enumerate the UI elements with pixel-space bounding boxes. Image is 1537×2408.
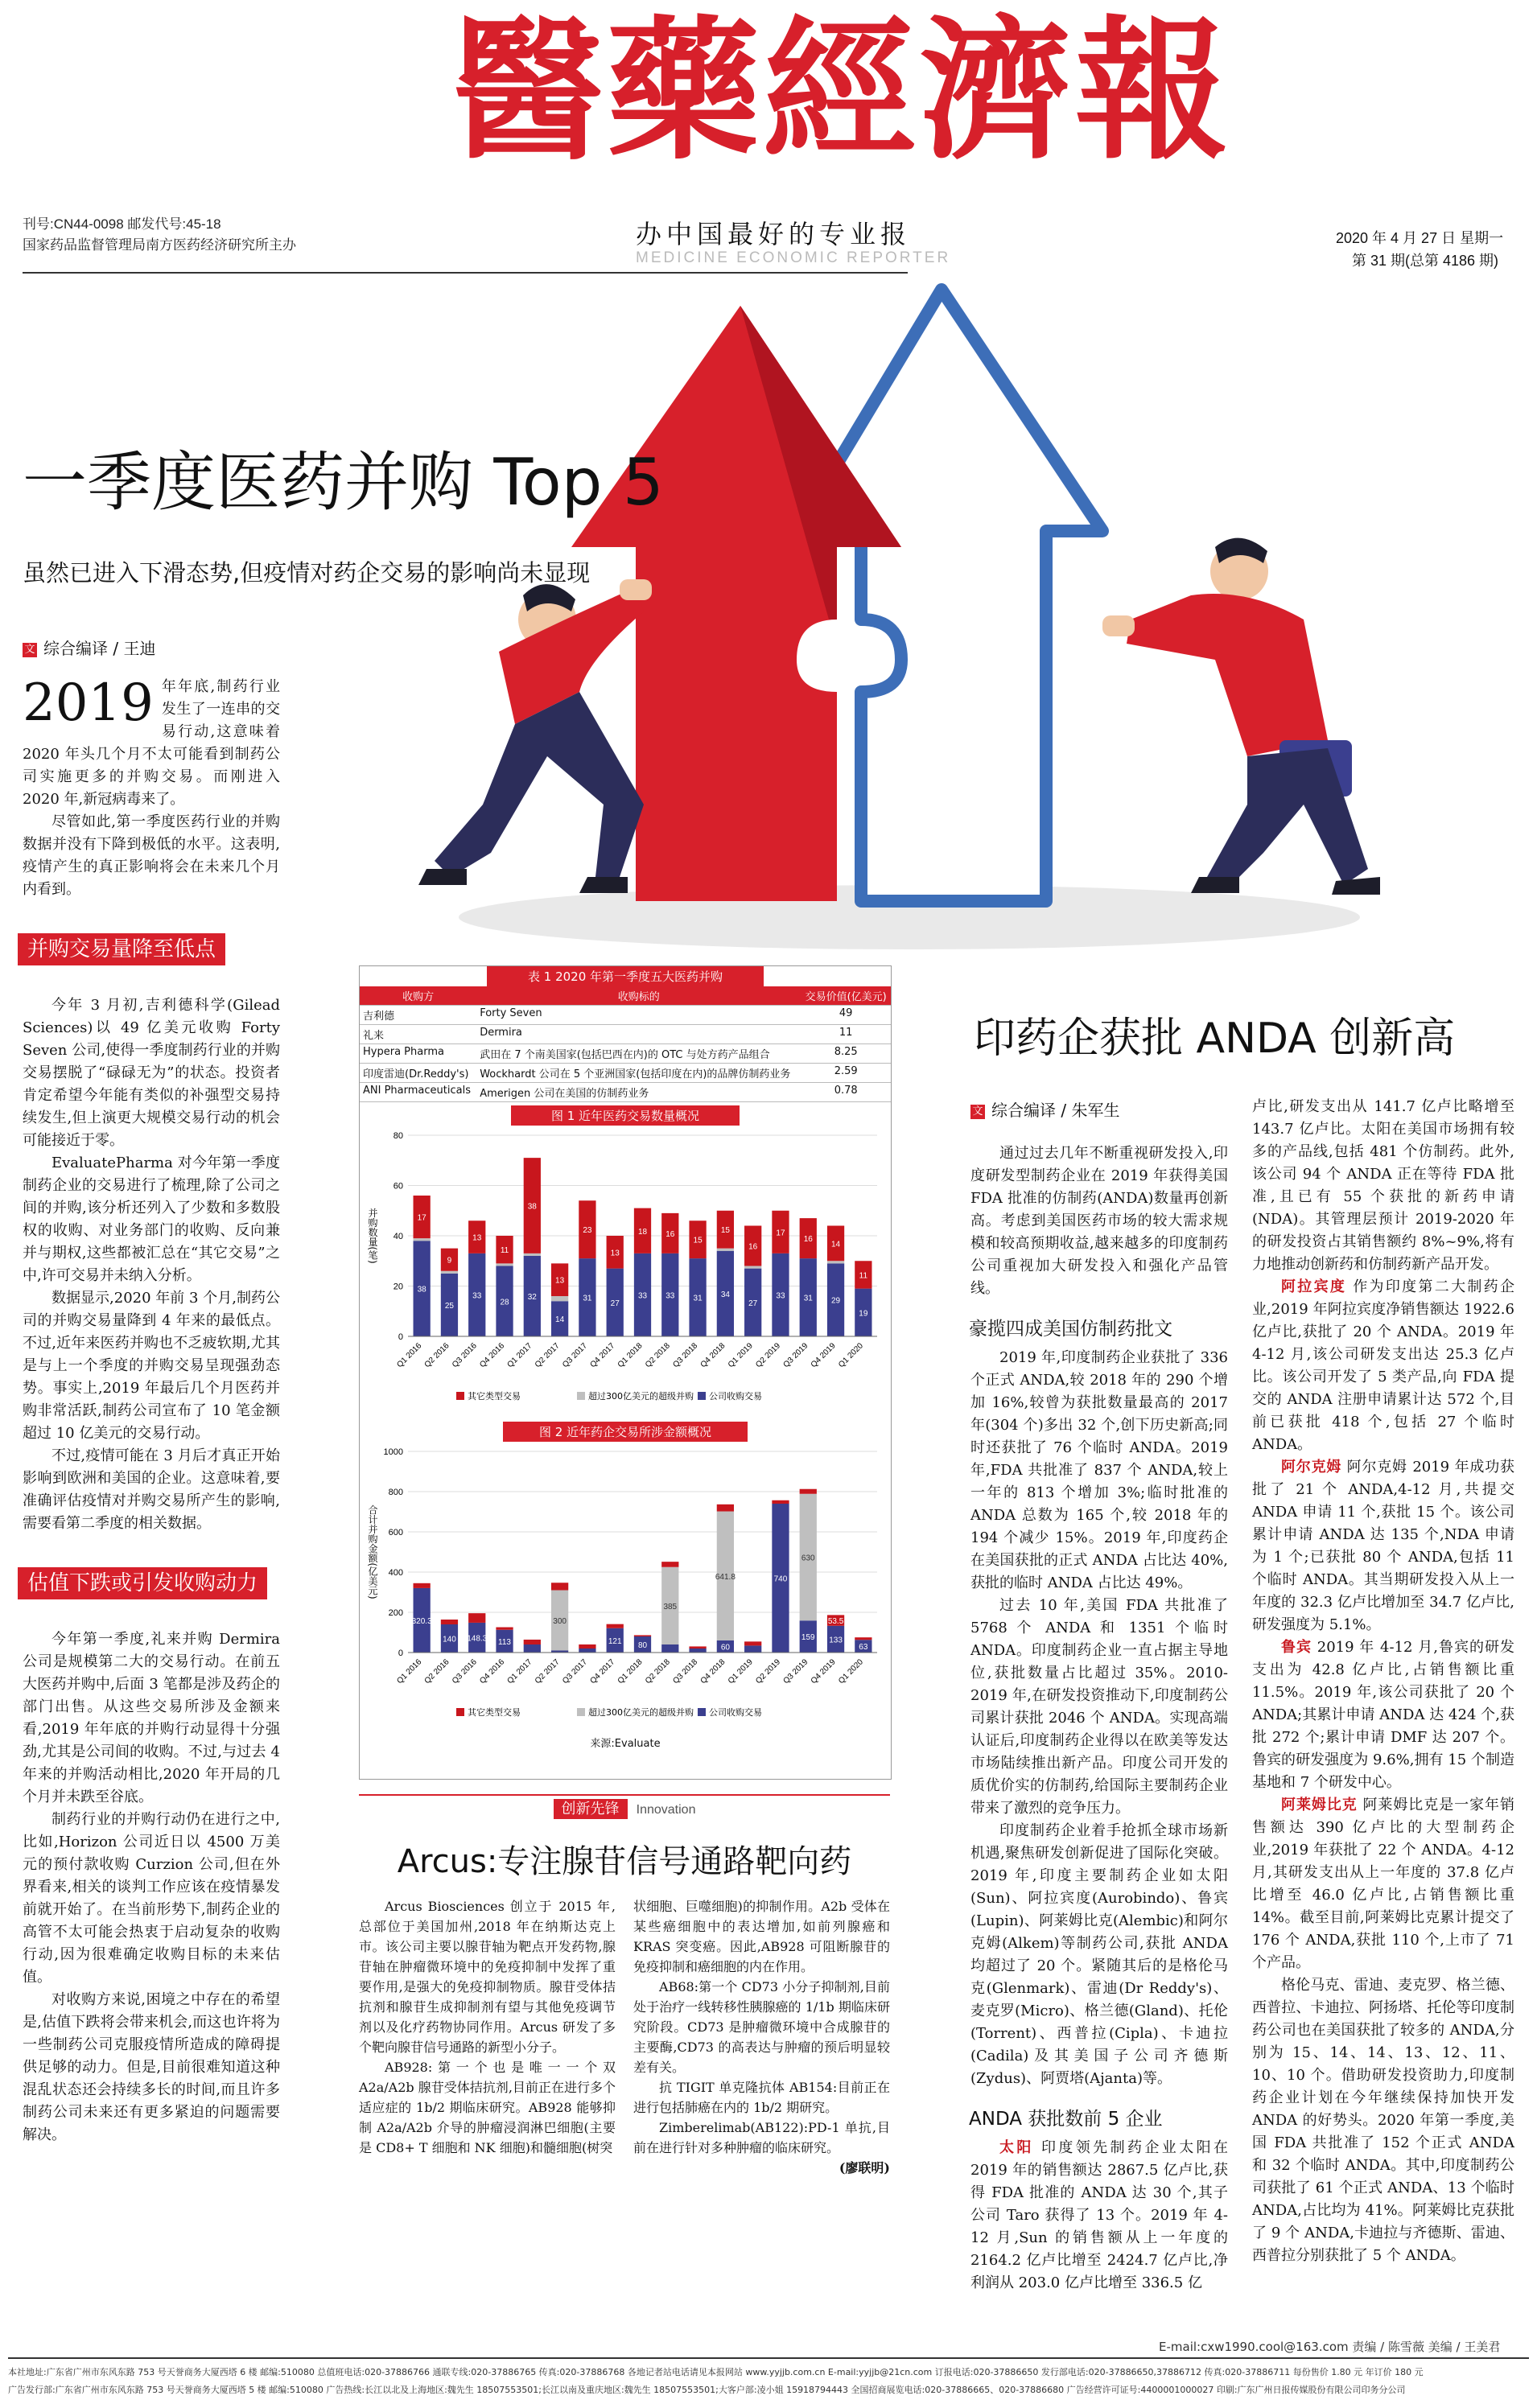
paragraph: 数据显示,2020 年前 3 个月,制药公司的并购交易量降到 4 年来的最低点。不过,近年来医药并购也不乏疲软期,尤其是与上一个季度的并购交易呈现强劲态势。事实上,2019 年最后几个月医药并购非常活跃,制药公司宣布了 10 笔金额超过 10 亿美元的交易行动。	[23, 1290, 280, 1442]
x-tick-label: Q3 2018	[671, 1657, 700, 1686]
x-tick-label: Q1 2016	[395, 1341, 424, 1370]
table-cell: 2.59	[801, 1064, 891, 1083]
data-label: 18	[637, 1227, 648, 1237]
bar-segment	[717, 1504, 734, 1512]
chart2-title: 图 2 近年药企交易所涉金额概况	[503, 1422, 748, 1442]
x-tick-label: Q1 2018	[616, 1341, 645, 1370]
data-label: 33	[637, 1291, 648, 1301]
legend-swatch	[577, 1708, 585, 1716]
company-name: 阿尔克姆	[1281, 1459, 1342, 1476]
bar-segment	[634, 1635, 651, 1636]
data-label: 16	[803, 1235, 813, 1245]
bar-segment	[689, 1646, 706, 1649]
bar-segment	[441, 1620, 458, 1624]
article2-byline	[970, 1097, 1119, 1121]
data-label: 25	[444, 1301, 455, 1311]
data-label: 33	[776, 1291, 785, 1301]
bar-segment	[551, 1583, 568, 1590]
paragraph: 尽管如此,第一季度医药行业的并购数据并没有下降到极低的水平。这表明,疫情产生的真正影响将会在未来几个月内看到。	[23, 813, 280, 898]
data-label: 23	[583, 1226, 592, 1236]
x-tick-label: Q2 2017	[533, 1657, 562, 1686]
paragraph: 2019 年,印度制药企业获批了 336 个正式 ANDA,较 2018 年的 290 个增加 16%,较曾为获批数量最高的 2017 年(304 个)多出 32 个,创下历史新高;同时还获批了 76 个临时 ANDA。2019 年,FDA 共批准了 837 个 ANDA,较上一年的 813 个增加 3%;临时批准的 ANDA 总数为 165 个,较 2018 年的 194 个减少 15%。2019 年,印度药企在美国获批的正式 ANDA 占比达 40%,获批的临时 ANDA 占比达 49%。	[970, 1349, 1228, 1591]
data-label: 27	[610, 1299, 620, 1308]
byline-text: 综合编译 / 朱军生	[991, 1101, 1120, 1120]
y-tick-label: 400	[388, 1568, 403, 1578]
footer-line1: 本社地址:广东省广州市东风东路 753 号天誉商务大厦西塔 6 楼 邮编:510080 总值班电话:020-37886766 通联专线:020-37886765 传真:020-37886768 各地记者站电话请见本报网站 www.yyjjb.com.cn E-mail:yyjjb@21cn.com 订报电话:020-37886650 发行部电话:020-37886650,37886712 传真:020-37886711 每份售价 1.80 元 年订价 180 元	[8, 2367, 1424, 2377]
data-label: 121	[608, 1636, 622, 1646]
paragraph-text: 阿莱姆比克是一家年销售额达 390 亿卢比的大型制药企业,2019 年获批了 22 个 ANDA。4-12 月,其研发支出从上一年度的 37.8 亿卢比增至 46.0 亿卢比,占销售额比重 14%。截至目前,阿莱姆比克累计提交了 176 个 ANDA,获批 110 个,上市了 71 个产品。	[1252, 1797, 1515, 1971]
x-tick-label: Q4 2017	[588, 1341, 617, 1370]
bar-segment	[496, 1263, 513, 1266]
x-tick-label: Q3 2019	[781, 1341, 810, 1370]
x-tick-label: Q3 2017	[561, 1341, 590, 1370]
x-tick-label: Q2 2018	[644, 1341, 672, 1370]
table-title: 表 1 2020 年第一季度五大医药并购	[487, 966, 764, 986]
legend-label: 其它类型交易	[468, 1391, 521, 1402]
data-label: 159	[801, 1633, 815, 1643]
author: (廖联明)	[839, 2160, 890, 2175]
x-tick-label: Q4 2019	[809, 1341, 838, 1370]
paragraph: 制药行业的并购行动仍在进行之中,比如,Horizon 公司近日以 4500 万美元的预付款收购 Curzion 公司,但在外界看来,相关的谈判工作应该在疫情暴发前就开始了。在当前形势下,制药企业的高管不太可能会热衷于启动复杂的收购行动,因为很难确定收购目标的未来估值。	[23, 1811, 280, 1986]
masthead	[0, 0, 1537, 274]
article2-col2	[1252, 1096, 1514, 2267]
paragraph: 格伦马克、雷迪、麦克罗、格兰德、西普拉、卡迪拉、阿扬塔、托伦等印度制药公司也在美国获批了较多的 ANDA,分别为 15、14、14、13、12、11、10、10 个。借助研发投资助力,印度制药企业计划在今年继续保持加快开发 ANDA 的好势头。2020 年第一季度,美国 FDA 共批准了 152 个正式 ANDA 和 32 个临时 ANDA。其中,印度制药公司获批了 61 个正式 ANDA、13 个临时 ANDA,占比均为 41%。阿莱姆比克获批了 9 个 ANDA,卡迪拉与齐德斯、雷迪、西普拉分别获批了 5 个 ANDA。	[1252, 1977, 1514, 2264]
data-label: 28	[500, 1298, 509, 1307]
section-heading: 估值下跌或引发收购动力	[18, 1567, 267, 1599]
x-tick-label: Q1 2016	[395, 1657, 424, 1686]
paragraph: AB928:第一个也是唯一一个双 A2a/A2b 腺苷受体拮抗剂,目前正在进行多个适应症的 1b/2 期临床研究。AB928 能够抑制 A2a/A2b 介导的肿瘤浸润淋巴细胞(主要是 CD8+ T 细胞和 NK 细胞)和髓细胞(树突	[359, 2060, 616, 2155]
bar-segment	[414, 1238, 431, 1241]
y-tick-label: 200	[388, 1608, 403, 1618]
table-row	[360, 1044, 891, 1064]
table-row	[360, 1083, 891, 1102]
innovation-section	[359, 1794, 890, 2277]
innovation-title: Arcus:专注腺苷信号通路靶向药	[397, 1843, 852, 1880]
data-label: 630	[801, 1554, 815, 1563]
company-name: 鲁宾	[1281, 1639, 1312, 1656]
deals-table	[360, 986, 891, 1102]
legend-label: 公司收购交易	[709, 1707, 762, 1718]
masthead-date: 2020 年 4 月 27 日 星期一	[1336, 230, 1504, 246]
company-name: 阿拉宾度	[1281, 1278, 1347, 1295]
lead-text: 年年底,制药行业发生了一连串的交易行动,这意味着 2020 年头几个月不太可能看到制药公司实施更多的并购交易。而刚进入 2020 年,新冠病毒来了。	[23, 678, 280, 808]
innovation-tag: 创新先锋	[554, 1799, 628, 1819]
data-label: 31	[693, 1294, 703, 1303]
bar-segment	[772, 1500, 789, 1504]
data-label: 27	[748, 1299, 758, 1308]
y-tick-label: 0	[398, 1649, 403, 1658]
legend-label: 超过300亿美元的超级并购	[588, 1391, 694, 1402]
data-label: 15	[693, 1236, 703, 1245]
x-tick-label: Q3 2016	[450, 1657, 479, 1686]
data-label: 53.5	[827, 1617, 844, 1627]
paragraph: 卢比,研发支出从 141.7 亿卢比略增至 143.7 亿卢比。太阳在美国市场拥有较多的产品线,包括 481 个仿制药。此外,该公司 94 个 ANDA 正在等待 FDA 批准,且已有 55 个获批的新药申请(NDA)。其管理层预计 2019-2020 年的研发投资占其销售额约 8%~9%,将有力地推动创新药和仿制药新产品开发。	[1252, 1098, 1514, 1273]
table-cell: 吉利德	[360, 1006, 476, 1025]
table-row	[360, 1006, 891, 1025]
data-label: 38	[527, 1202, 537, 1212]
paragraph: AB68:第一个 CD73 小分子抑制剂,目前处于治疗一线转移性胰腺癌的 1/1b 期临床研究阶段。CD73 是肿瘤微环境中合成腺苷的主要酶,CD73 的高表达与肿瘤的预后明显较差有关。	[633, 1979, 890, 2075]
chart1-title: 图 1 近年医药交易数量概况	[511, 1105, 740, 1126]
legend-swatch	[456, 1708, 464, 1716]
paragraph-text: 阿尔克姆 2019 年成功获批了 21 个 ANDA,4-12 月,共提交 ANDA 申请 11 个,获批 15 个。该公司累计申请 ANDA 达 135 个,NDA 申请为 1 个;已获批 80 个 ANDA,包括 11 个临时 ANDA。其当期研发投入从上一年度的 32.3 亿卢比增加至 34.7 亿卢比,研发强度为 5.1%。	[1252, 1459, 1514, 1633]
x-tick-label: Q1 2019	[726, 1657, 755, 1686]
data-label: 9	[447, 1256, 452, 1266]
article2-col1	[970, 1142, 1228, 2295]
bar-segment	[661, 1644, 678, 1653]
paragraph: 今年 3 月初,吉利德科学(Gilead Sciences)以 49 亿美元收购 Forty Seven 公司,使得一季度制药行业的并购交易摆脱了“碌碌无为”的状态。投资者肯定希望今年能有类似的补强型交易持续发生,但上演更大规模交易行动的机会可能接近于零。	[23, 997, 280, 1149]
bar-segment	[524, 1253, 541, 1256]
section-heading: 豪揽四成美国仿制药批文	[969, 1319, 1172, 1340]
paragraph: 通过过去几年不断重视研发投入,印度研发型制药企业在 2019 年获得美国 FDA 批准的仿制药(ANDA)数量再创新高。考虑到美国医药市场的较大需求规模和较高预期收益,越来越多的印度制药公司重视加大研发投入和强化产品管线。	[970, 1145, 1228, 1297]
table-cell: Wockhardt 公司在 5 个亚洲国家(包括印度在内)的品牌仿制药业务	[476, 1064, 801, 1083]
x-tick-label: Q1 2017	[505, 1341, 534, 1370]
data-label: 15	[720, 1226, 730, 1236]
data-label: 13	[555, 1276, 565, 1286]
x-tick-label: Q2 2016	[422, 1341, 451, 1370]
bar-segment	[468, 1613, 485, 1623]
data-label: 133	[829, 1636, 843, 1645]
data-label: 19	[859, 1309, 868, 1319]
legend-label: 超过300亿美元的超级并购	[588, 1707, 694, 1718]
data-label: 11	[859, 1271, 868, 1281]
table-cell: 49	[801, 1006, 891, 1025]
table-cell: Dermira	[476, 1025, 801, 1044]
x-tick-label: Q4 2016	[478, 1657, 507, 1686]
puzzle-arrows-illustration	[378, 241, 1473, 965]
bar-segment	[524, 1640, 541, 1644]
data-label: 740	[773, 1574, 788, 1584]
lead-number: 2019	[23, 673, 154, 733]
data-label: 11	[500, 1246, 509, 1256]
data-label: 17	[776, 1229, 785, 1238]
article1-byline	[23, 636, 155, 659]
paragraph: 今年第一季度,礼来并购 Dermira 公司是规模第二大的交易行动。在前五大医药并购中,后面 3 笔都是涉及药企的部门出售。从这些交易所涉及金额来看,2019 年年底的并购行动显得十分强劲,尤其是公司间的收购。不过,与过去 4 年来的并购活动相比,2020 年开局的几个月并未跌至谷底。	[23, 1631, 280, 1805]
table-cell: 礼来	[360, 1025, 476, 1044]
legend-swatch	[456, 1392, 464, 1400]
bar-segment	[744, 1266, 761, 1269]
y-tick-label: 60	[393, 1181, 403, 1192]
paragraph-text: 作为印度第二大制药企业,2019 年阿拉宾度净销售额达 1922.6 亿卢比,获批了 20 个 ANDA。2019 年 4-12 月,该公司研发支出达 25.3 亿卢比。该公司开发了 5 类产品,向 FDA 提交的 ANDA 注册申请累计达 572 个,目前已获批 418 个,包括 27 个临时 ANDA。	[1252, 1278, 1514, 1453]
data-label: 148.3	[467, 1634, 488, 1644]
x-tick-label: Q1 2020	[837, 1657, 865, 1686]
data-label: 33	[472, 1291, 482, 1301]
data-label: 320.3	[411, 1616, 432, 1626]
paragraph: 状细胞、巨噬细胞)的抑制作用。A2b 受体在某些癌细胞中的表达增加,如前列腺癌和 KRAS 突变癌。因此,AB928 可阻断腺苷的免疫抑制和癌细胞的内在作用。	[633, 1899, 890, 1974]
x-tick-label: Q1 2017	[505, 1657, 534, 1686]
data-label: 60	[720, 1643, 730, 1653]
legend-swatch	[577, 1392, 585, 1400]
y-tick-label: 80	[393, 1131, 403, 1141]
y-tick-label: 40	[393, 1232, 403, 1241]
paragraph: 印度制药企业着手抢抓全球市场新机遇,聚焦研发创新促进了国际化突破。2019 年,印度主要制药企业如太阳(Sun)、阿拉宾度(Aurobindo)、鲁宾(Lupin)、阿莱姆比克(Alembic)和阿尔克姆(Alkem)等制药公司,获批 ANDA 均超过了 20 个。紧随其后的是格伦马克(Glenmark)、雷迪(Dr Reddy's)、麦克罗(Micro)、格兰德(Gland)、托伦(Torrent)、西普拉(Cipla)、卡迪拉(Cadila)及其美国子公司齐德斯(Zydus)、阿贾塔(Ajanta)等。	[970, 1822, 1228, 2087]
bar-segment	[689, 1649, 706, 1653]
table-row	[360, 1025, 891, 1044]
bar-segment	[800, 1489, 817, 1494]
y-tick-label: 0	[398, 1332, 403, 1342]
table-cell: ANI Pharmaceuticals	[360, 1083, 476, 1102]
footer-line2: 广告发行部:广东省广州市东风东路 753 号天誉商务大厦西塔 5 楼 邮编:510080 广告热线:长江以北及上海地区:魏先生 18507553501;长江以南及重庆地区:魏先生 18507553501;大客户部:凌小姐 15918794443 全国招商展览电话:020-37886665、020-37886680 广告经营许可证号:4400001000027 印刷:广东广州日报传媒股份有限公司印务分公司	[8, 2385, 1406, 2395]
bar-segment	[414, 1583, 431, 1588]
paragraph-text: 印度领先制药企业太阳在 2019 年的销售额达 2867.5 亿卢比,获得 FDA 批准的 ANDA 达 30 个,其子公司 Taro 获得了 13 个。2019 年 4-12 月,Sun 的销售额从上一年度的 2164.2 亿卢比增至 2424.7 亿卢比,净利润从 203.0 亿卢比增至 336.5 亿	[970, 2139, 1229, 2291]
x-tick-label: Q1 2018	[616, 1657, 645, 1686]
masthead-slogan-en: MEDICINE ECONOMIC REPORTER	[636, 249, 951, 266]
bar-segment	[855, 1637, 872, 1640]
paragraph: EvaluatePharma 对今年第一季度制药企业的交易进行了梳理,除了公司之间的并购,该分析还列入了少数和多数股权的收购、对业务部门的收购、反向兼并与期权,这些都被汇总在“其它交易”之中,许可交易并未纳入分析。	[23, 1155, 280, 1284]
x-tick-label: Q3 2019	[781, 1657, 810, 1686]
x-tick-label: Q2 2017	[533, 1341, 562, 1370]
table-cell: 11	[801, 1025, 891, 1044]
data-label: 113	[498, 1637, 512, 1647]
x-tick-label: Q3 2016	[450, 1341, 479, 1370]
data-label: 13	[610, 1249, 620, 1258]
paragraph-text: 2019 年 4-12 月,鲁宾的研发支出为 42.8 亿卢比,占销售额比重 11.5%。2019 年,该公司获批了 20 个 ANDA;其累计申请 ANDA 达 424 个,获批 272 个;累计申请 DMF 达 207 个。鲁宾的研发强度为 9.6%,拥有 15 个制造基地和 7 个研发中心。	[1252, 1639, 1514, 1791]
table-cell: 0.78	[801, 1083, 891, 1102]
bar-segment	[717, 1249, 734, 1251]
y-tick-label: 20	[393, 1282, 403, 1292]
table-cell: 印度雷迪(Dr.Reddy's)	[360, 1064, 476, 1083]
footer-editor: E-mail:cxw1990.cool@163.com 责编 / 陈雪薇 美编 / 王美君	[1159, 2340, 1501, 2354]
masthead-left-line1: 刊号:CN44-0098 邮发代号:45-18	[23, 216, 221, 232]
data-label: 300	[553, 1617, 567, 1626]
chart1	[360, 1126, 889, 1415]
data-label: 38	[417, 1285, 426, 1295]
x-tick-label: Q3 2018	[671, 1341, 700, 1370]
bar-segment	[551, 1296, 568, 1301]
footer-rule	[8, 2357, 1529, 2359]
data-label: 14	[830, 1240, 841, 1249]
section-heading: 并购交易量降至低点	[18, 933, 225, 965]
bar-segment	[744, 1645, 761, 1653]
x-tick-label: Q2 2016	[422, 1657, 451, 1686]
data-label: 140	[443, 1635, 456, 1644]
masthead-left-line2: 国家药品监督管理局南方医药经济研究所主办	[23, 237, 296, 253]
x-tick-label: Q1 2020	[837, 1341, 865, 1370]
table-cell: Forty Seven	[476, 1006, 801, 1025]
y-axis-label: 并购数量(笔)	[367, 1208, 378, 1264]
x-tick-label: Q4 2019	[809, 1657, 838, 1686]
article1-title: 一季度医药并购 Top 5	[23, 445, 664, 520]
x-tick-label: Q2 2019	[754, 1341, 783, 1370]
paragraph: Zimberelimab(AB122):PD-1 单抗,目前在进行针对多种肿瘤的临床研究。	[633, 2120, 890, 2155]
table-header: 交易价值(亿美元)	[801, 986, 891, 1006]
legend-swatch	[698, 1392, 706, 1400]
table-cell: 8.25	[801, 1044, 891, 1064]
data-label: 31	[803, 1294, 813, 1303]
paragraph: 不过,疫情可能在 3 月后才真正开始影响到欧洲和美国的企业。这意味着,要准确评估疫情对并购交易所产生的影响,需要看第二季度的相关数据。	[23, 1447, 280, 1532]
table-header: 收购标的	[476, 986, 801, 1006]
data-label: 29	[830, 1296, 841, 1306]
bar-segment	[441, 1271, 458, 1274]
data-label: 385	[663, 1602, 678, 1612]
article1-subtitle: 虽然已进入下滑态势,但疫情对药企交易的影响尚未显现	[23, 559, 591, 587]
bar-segment	[579, 1649, 595, 1653]
data-label: 16	[665, 1229, 675, 1239]
data-panel	[359, 965, 892, 1780]
x-tick-label: Q4 2016	[478, 1341, 507, 1370]
data-label: 33	[665, 1291, 675, 1301]
legend-swatch	[698, 1708, 706, 1716]
masthead-slogan: 办中国最好的专业报	[636, 219, 912, 249]
x-tick-label: Q4 2017	[588, 1657, 617, 1686]
article2-title: 印药企获批 ANDA 创新高	[974, 1015, 1456, 1063]
table-row	[360, 1064, 891, 1083]
table-cell: Hypera Pharma	[360, 1044, 476, 1064]
section-heading: ANDA 获批数前 5 企业	[969, 2109, 1163, 2130]
data-label: 14	[555, 1315, 565, 1325]
company-name: 太阳	[999, 2139, 1034, 2156]
data-label: 16	[748, 1242, 758, 1252]
y-axis-label: 合计并购金额(亿美元)	[367, 1504, 378, 1599]
y-tick-label: 800	[388, 1488, 403, 1497]
bar-segment	[744, 1641, 761, 1645]
masthead-issue: 第 31 期(总第 4186 期)	[1352, 253, 1499, 269]
bar-segment	[524, 1644, 541, 1653]
data-label: 32	[527, 1293, 537, 1302]
bar-segment	[827, 1261, 844, 1263]
byline-mark: 文	[23, 643, 37, 657]
paragraph: 过去 10 年,美国 FDA 共批准了 5768 个 ANDA 和 1351 个临时 ANDA。印度制药企业一直占据主导地位,获批数量占比超过 35%。2010-2019 年,在研发投资推动下,印度制药公司累计获批 2046 个 ANDA。实现高端认证后,印度制药企业得以在欧美等发达市场陆续推出新产品。印度公司开发的质优价实的仿制药,给国际主要制药企业带来了激烈的竞争压力。	[970, 1597, 1228, 1817]
innovation-tag-en: Innovation	[636, 1803, 696, 1817]
data-label: 13	[472, 1233, 482, 1243]
y-tick-label: 1000	[383, 1447, 403, 1457]
x-tick-label: Q4 2018	[698, 1657, 727, 1686]
paragraph: 对收购方来说,困境之中存在的希望是,估值下跌将会带来机会,而这也许将为一些制药公司克服疫情所造成的障碍提供足够的动力。但是,目前很难知道这种混乱状态还会持续多长的时间,而且许多制药公司未来还有更多紧迫的问题需要解决。	[23, 1991, 280, 2143]
paragraph: Arcus Biosciences 创立于 2015 年,总部位于美国加州,2018 年在纳斯达克上市。该公司主要以腺苷轴为靶点开发药物,腺苷轴在肿瘤微环境中的免疫抑制中发挥了重要作用,是强大的免疫抑制物质。腺苷受体拮抗剂和腺苷生成抑制剂有望与其他免疫调节剂以及化疗药物协同作用。Arcus 研发了多个靶向腺苷信号通路的新型小分子。	[359, 1899, 616, 2055]
data-label: 31	[583, 1294, 592, 1303]
masthead-title: 醫藥經濟報	[451, 1, 1232, 180]
bar-segment	[661, 1562, 678, 1567]
x-tick-label: Q4 2018	[698, 1341, 727, 1370]
bar-segment	[607, 1624, 624, 1628]
x-tick-label: Q2 2019	[754, 1657, 783, 1686]
data-label: 17	[417, 1213, 426, 1223]
table-header: 收购方	[360, 986, 476, 1006]
legend-label: 公司收购交易	[709, 1391, 762, 1402]
table-cell: Amerigen 公司在美国的仿制药业务	[476, 1083, 801, 1102]
paragraph: 抗 TIGIT 单克隆抗体 AB154:目前正在进行包括肺癌在内的 1b/2 期研究。	[633, 2080, 890, 2115]
bar-segment	[579, 1644, 595, 1649]
byline-text: 综合编译 / 王迪	[43, 639, 156, 658]
table-cell: 武田在 7 个南美国家(包括巴西在内)的 OTC 与处方药产品组合	[476, 1044, 801, 1064]
bar-segment	[496, 1628, 513, 1630]
x-tick-label: Q1 2019	[726, 1341, 755, 1370]
data-label: 63	[859, 1643, 868, 1653]
chart-source: 来源:Evaluate	[590, 1738, 661, 1750]
article1-body	[23, 673, 280, 2147]
byline-mark: 文	[970, 1105, 985, 1119]
data-label: 641.8	[715, 1572, 736, 1582]
company-name: 阿莱姆比克	[1281, 1797, 1358, 1813]
y-tick-label: 600	[388, 1528, 403, 1537]
chart2	[360, 1442, 889, 1731]
x-tick-label: Q3 2017	[561, 1657, 590, 1686]
x-tick-label: Q2 2018	[644, 1657, 672, 1686]
legend-label: 其它类型交易	[468, 1707, 521, 1718]
data-label: 80	[637, 1641, 648, 1650]
data-label: 34	[720, 1290, 730, 1299]
